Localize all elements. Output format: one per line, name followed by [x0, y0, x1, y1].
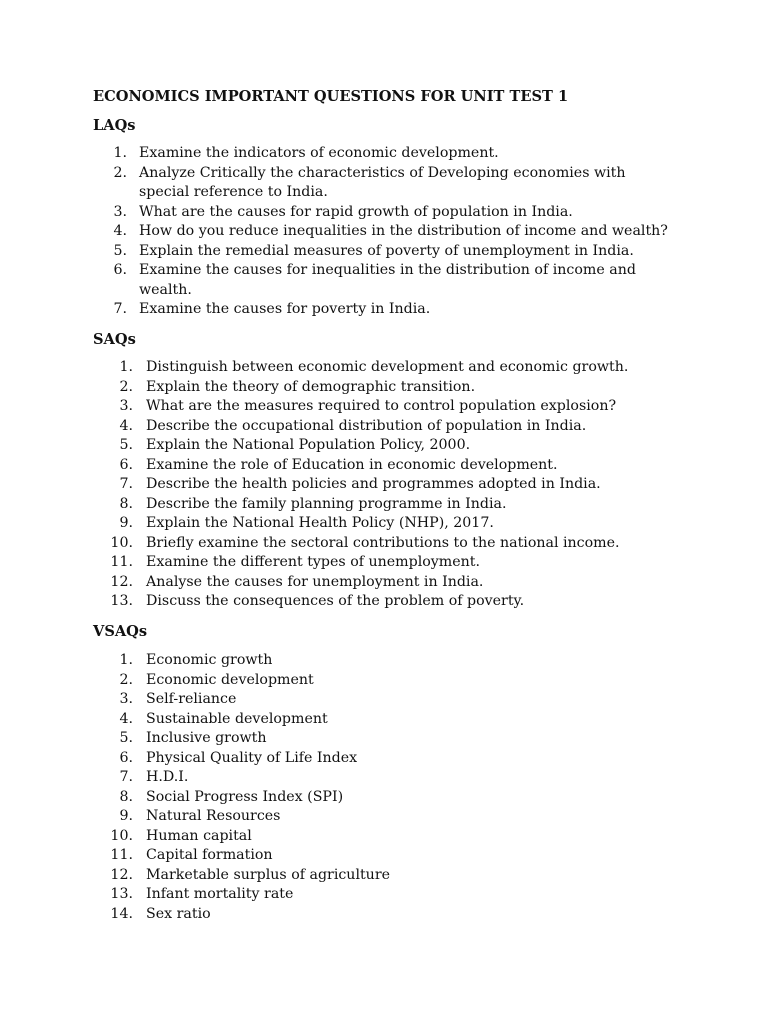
list-item-number: 14.	[110, 905, 133, 922]
list-item-number: 10.	[110, 534, 133, 551]
vsaqs-list	[93, 651, 666, 924]
list-item-text: Examine the different types of unemployment.	[146, 554, 481, 570]
list-item-number: 5.	[119, 730, 133, 746]
list-item-number: 4.	[119, 710, 133, 727]
list-item-text: Marketable surplus of agriculture	[146, 866, 390, 883]
list-item	[93, 749, 666, 769]
list-item-number: 3.	[113, 203, 127, 220]
list-item	[93, 242, 669, 262]
list-item	[93, 592, 666, 612]
list-item-text: Examine the indicators of economic development.	[139, 145, 499, 161]
list-item-number: 9.	[119, 808, 133, 824]
list-item-number: 3.	[119, 691, 133, 707]
list-item	[93, 710, 666, 730]
list-item-number: 6.	[113, 262, 127, 278]
list-item-text: Human capital	[146, 827, 252, 844]
list-item	[93, 456, 666, 476]
list-item-number: 5.	[119, 437, 133, 453]
list-item-number: 2.	[119, 378, 133, 395]
list-item-text: Social Progress Index (SPI)	[146, 788, 344, 805]
list-item-number: 11.	[110, 847, 133, 863]
list-item	[93, 534, 666, 554]
saqs-list	[93, 358, 666, 612]
list-item-number: 13.	[110, 886, 133, 902]
list-item	[93, 475, 666, 495]
list-item	[93, 729, 666, 749]
list-item	[93, 827, 666, 847]
list-item-number: 13.	[110, 593, 133, 609]
list-item-number: 2.	[119, 671, 133, 688]
list-item-text: Economic development	[146, 671, 314, 688]
list-item	[93, 164, 669, 203]
vsaqs-heading: VSAQs	[93, 623, 148, 640]
list-item-number: 8.	[119, 495, 133, 512]
list-item	[93, 378, 666, 398]
laqs-heading: LAQs	[93, 117, 136, 134]
list-item-text: Explain the theory of demographic transition.	[146, 378, 476, 395]
list-item	[93, 788, 666, 808]
list-item-text: Economic growth	[146, 652, 273, 668]
list-item-text: Sex ratio	[146, 905, 211, 922]
list-item	[93, 846, 666, 866]
list-item-number: 9.	[119, 515, 133, 531]
list-item-number: 11.	[110, 554, 133, 570]
list-item	[93, 553, 666, 573]
list-item-text: Describe the health policies and programmes adopted in India.	[146, 476, 601, 492]
list-item	[93, 573, 666, 593]
list-item-number: 10.	[110, 827, 133, 844]
list-item-text: Natural Resources	[146, 808, 281, 824]
list-item	[93, 417, 666, 437]
laqs-list	[93, 144, 669, 320]
list-item-number: 7.	[119, 476, 133, 492]
list-item-number: 12.	[110, 866, 133, 883]
list-item-text: H.D.I.	[146, 769, 189, 785]
list-item-number: 12.	[110, 573, 133, 590]
list-item	[93, 358, 666, 378]
list-item-text: Physical Quality of Life Index	[146, 749, 358, 766]
list-item	[93, 807, 666, 827]
list-item-number: 1.	[113, 145, 127, 161]
list-item	[93, 885, 666, 905]
list-item	[93, 671, 666, 691]
list-item-text: Inclusive growth	[146, 730, 267, 746]
list-item-text: Discuss the consequences of the problem of poverty.	[146, 593, 525, 609]
list-item	[93, 514, 666, 534]
list-item-text: Examine the causes for inequalities in the distribution of income and wealth.	[139, 262, 636, 298]
list-item	[93, 436, 666, 456]
list-item-number: 8.	[119, 788, 133, 805]
list-item	[93, 651, 666, 671]
list-item	[93, 222, 669, 242]
list-item-text: Analyze Critically the characteristics of Developing economies with special reference to India.	[139, 164, 626, 200]
list-item-number: 2.	[113, 164, 127, 181]
list-item-text: Explain the National Health Policy (NHP), 2017.	[146, 515, 494, 531]
list-item-number: 1.	[119, 652, 133, 668]
list-item-number: 1.	[119, 359, 133, 375]
list-item-number: 7.	[113, 301, 127, 317]
list-item	[93, 397, 666, 417]
list-item	[93, 866, 666, 886]
list-item-text: What are the causes for rapid growth of population in India.	[139, 203, 573, 220]
list-item-text: Examine the role of Education in economic development.	[146, 456, 558, 473]
list-item-text: Explain the remedial measures of poverty of unemployment in India.	[139, 242, 634, 259]
list-item-text: Explain the National Population Policy, 2000.	[146, 437, 471, 453]
list-item	[93, 690, 666, 710]
list-item-text: Describe the family planning programme in India.	[146, 495, 507, 512]
list-item-number: 4.	[119, 417, 133, 434]
list-item-text: Examine the causes for poverty in India.	[139, 301, 431, 317]
list-item-text: What are the measures required to control population explosion?	[146, 398, 617, 414]
list-item	[93, 300, 669, 320]
list-item-text: Distinguish between economic development and economic growth.	[146, 359, 629, 375]
list-item-number: 6.	[119, 749, 133, 766]
list-item	[93, 495, 666, 515]
list-item-text: Analyse the causes for unemployment in India.	[146, 573, 484, 590]
list-item-text: Briefly examine the sectoral contributions to the national income.	[146, 534, 620, 551]
list-item-number: 5.	[113, 242, 127, 259]
list-item-text: Infant mortality rate	[146, 886, 294, 902]
list-item	[93, 905, 666, 925]
list-item	[93, 144, 669, 164]
list-item-text: Describe the occupational distribution of population in India.	[146, 417, 587, 434]
list-item	[93, 203, 669, 223]
list-item-number: 6.	[119, 456, 133, 473]
list-item-text: Self-reliance	[146, 691, 237, 707]
list-item-text: Capital formation	[146, 847, 273, 863]
list-item-number: 4.	[113, 223, 127, 239]
saqs-heading: SAQs	[93, 331, 136, 348]
document-title: ECONOMICS IMPORTANT QUESTIONS FOR UNIT TEST 1	[93, 88, 569, 105]
list-item	[93, 261, 669, 300]
list-item-text: Sustainable development	[146, 710, 328, 727]
list-item-text: How do you reduce inequalities in the distribution of income and wealth?	[139, 223, 668, 239]
list-item-number: 7.	[119, 769, 133, 785]
list-item	[93, 768, 666, 788]
list-item-number: 3.	[119, 398, 133, 414]
